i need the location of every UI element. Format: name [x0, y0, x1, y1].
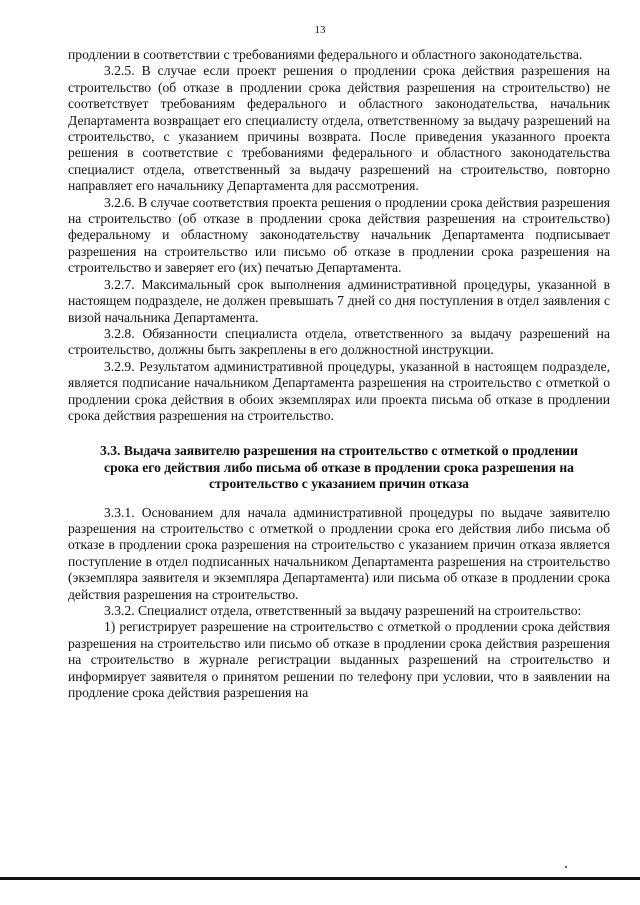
- paragraph-3-3-1: 3.3.1. Основанием для начала административной процедуры по выдаче заявителю разрешения на строительство с отметкой о продлении срока его действия либо письма об отказе в продлении срока разрешения на строительство с указанием причин отказа является поступление в отдел подписанных начальником Департамента разрешения на строительство (экземпляра заявителя и экземпляра Департамента) или письма об отказе в продлении срока действия разрешения на строительство.: [68, 504, 610, 602]
- paragraph-continuation: продлении в соответствии с требованиями федерального и областного законодательства.: [68, 47, 583, 62]
- bottom-rule: [0, 877, 640, 880]
- paragraph-3-2-8: 3.2.8. Обязанности специалиста отдела, ответственного за выдачу разрешений на строительство, должны быть закреплены в его должностной инструкции.: [68, 325, 610, 358]
- page-number: 13: [314, 24, 326, 36]
- paragraph-3-2-9: 3.2.9. Результатом административной процедуры, указанной в настоящем подразделе, является подписание начальником Департамента разрешения на строительство с отметкой о продлении срока действия в обоих экземплярах или проекта письма об отказе в продлении срока действия разрешения на строительство.: [68, 358, 610, 423]
- paragraph-3-3-2: 3.3.2. Специалист отдела, ответственный за выдачу разрешений на строительство:: [104, 603, 582, 618]
- paragraph-3-2-6: 3.2.6. В случае соответствия проекта решения о продлении срока действия разрешения на строительство (об отказе в продлении срока действия разрешения на строительство) федеральному и областному законодательству начальник Департамента подписывает разрешения на строительство или письмо об отказе в продлении срока разрешения на строительство и заверяет его (их) печатью Департамента.: [68, 194, 610, 276]
- paragraph-3-2-7: 3.2.7. Максимальный срок выполнения административной процедуры, указанной в настоящем подразделе, не должен превышать 7 дней со дня поступления в отдел заявления с визой начальника Департамента.: [68, 276, 610, 325]
- section-heading-3-3: 3.3. Выдача заявителю разрешения на строительство с отметкой о продлении срока его действия либо письма об отказе в продлении срока разрешения на строительство с указанием причин отказа: [100, 443, 578, 492]
- scan-speck: [565, 866, 567, 868]
- paragraph-3-2-5: 3.2.5. В случае если проект решения о продлении срока действия разрешения на строительство (об отказе в продлении срока действия разрешения на строительство) не соответствует требованиям федерального и областного законодательства, начальник Департамента возвращает его специалисту отдела, ответственному за выдачу разрешений на строительство, с указанием причины возврата. После приведения указанного проекта решения в соответствие с требованиями федерального и областного законодательства специалист отдела, ответственный за выдачу разрешений на строительство, повторно направляет его начальнику Департамента для рассмотрения.: [68, 63, 610, 194]
- document-body: [68, 47, 610, 701]
- paragraph-3-3-2-item-1: 1) регистрирует разрешение на строительство с отметкой о продлении срока действия разрешения на строительство или письмо об отказе в продлении срока действия разрешения на строительство в журнале регистрации выданных разрешений на строительство и информирует заявителя о принятом решении по телефону при условии, что в заявлении на продление срока действия разрешения на: [68, 619, 610, 701]
